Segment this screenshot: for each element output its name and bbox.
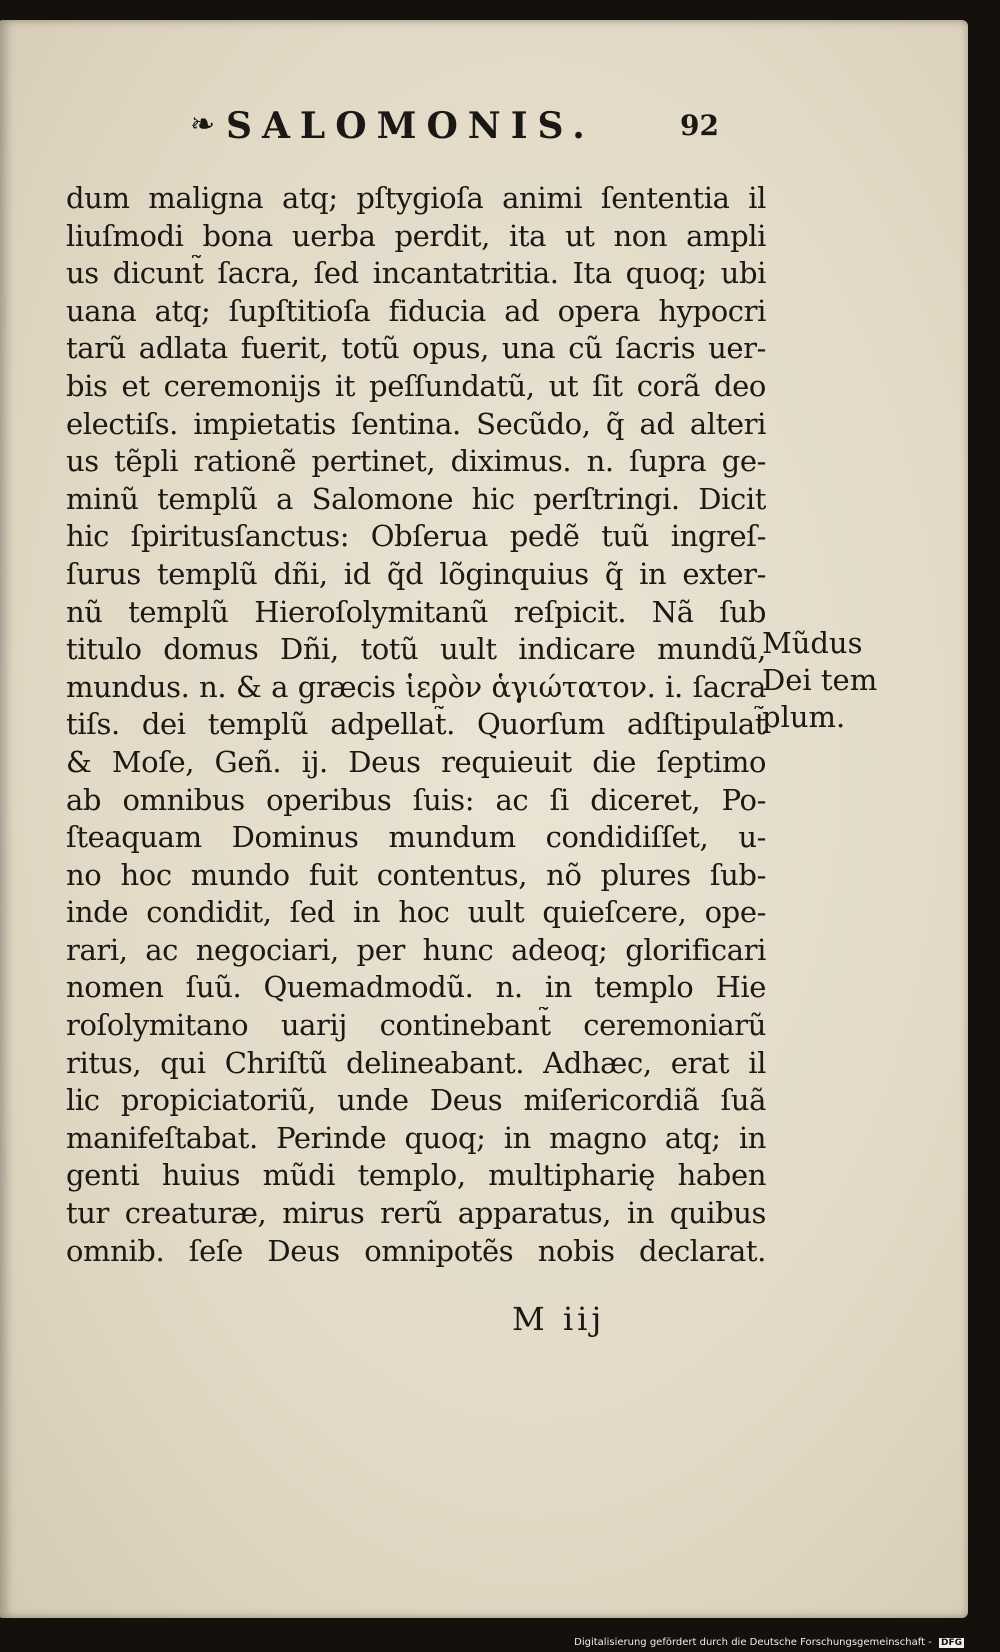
text-line: hic ſpiritusſanctus: Obſerua pedẽ tuũ ingreſ- <box>66 519 766 554</box>
running-title: SALOMONIS. <box>226 105 595 147</box>
marginal-note-line: Dei tem <box>762 663 878 697</box>
text-line: nomen ſuũ. Quemadmodũ. n. in templo Hie <box>66 970 766 1005</box>
book-page <box>0 20 968 1618</box>
text-line: nũ templũ Hieroſolymitanũ reſpicit. Nã ſub <box>66 594 766 629</box>
text-line: minũ templũ a Salomone hic perſtringi. Dicit <box>66 481 766 516</box>
text-line: tur creaturæ, mirus rerũ apparatus, in quibus <box>66 1196 766 1231</box>
marginal-note-line: Mũdus <box>762 626 863 660</box>
text-line: bis et ceremonijs it peſſundatũ, ut ſit corã deo <box>66 368 766 403</box>
text-line: rari, ac negociari, per hunc adeoq; glorificari <box>66 932 766 967</box>
marginal-note <box>762 625 912 736</box>
folio-number: 92 <box>680 109 719 142</box>
text-line: & Moſe, Geñ. ij. Deus requieuit die ſeptimo <box>66 744 766 779</box>
text-line: mundus. n. & a græcis ἱερὸν ἁγιώτατον. i. ſacra <box>66 669 766 704</box>
text-line: dum maligna atq; pſtygioſa animi ſententia il <box>66 181 766 215</box>
text-line: tarũ adlata fuerit, totũ opus, una cũ ſacris uer- <box>66 331 766 366</box>
text-line: no hoc mundo fuit contentus, nõ plures ſub- <box>66 857 766 892</box>
main-text-block <box>66 180 766 1270</box>
running-head <box>190 105 750 155</box>
text-line: ritus, qui Chriſtũ delineabant. Adhæc, erat il <box>66 1045 766 1080</box>
credit-text: Digitalisierung gefördert durch die Deutsche Forschungsgemeinschaft - <box>574 1637 932 1648</box>
text-line: roſolymitano uarij continebant̃ ceremoniarũ <box>66 1008 766 1043</box>
text-line: us tẽpli rationẽ pertinet, diximus. n. ſupra ge- <box>66 444 766 479</box>
marginal-note-line: plum. <box>762 700 846 734</box>
text-line: uana atq; ſupſtitioſa fiducia ad opera hypocri <box>66 293 766 328</box>
text-line: ab omnibus operibus ſuis: ac ſi diceret, Po- <box>66 782 766 817</box>
dfg-logo: DFG <box>940 1638 962 1648</box>
text-line: manifeſtabat. Perinde quoq; in magno atq; in <box>66 1120 766 1155</box>
text-line: genti huius mũdi templo, multipharię haben <box>66 1158 766 1193</box>
text-line: liuſmodi bona uerba perdit, ita ut non ampli <box>66 218 766 253</box>
signature-mark: M iij <box>512 1300 606 1338</box>
text-line: inde condidit, ſed in hoc uult quieſcere, ope- <box>66 895 766 930</box>
text-line: tiſs. dei templũ adpellat̃. Quorſum adſtipulat̃ <box>66 707 766 742</box>
text-line: titulo domus Dñi, totũ uult indicare mundũ, <box>66 632 766 667</box>
text-line: ſurus templũ dñi, id q̃d lõginquius q̃ in exter- <box>66 556 766 591</box>
text-line: ſteaquam Dominus mundum condidiſſet, u- <box>66 820 766 855</box>
text-line: lic propiciatoriũ, unde Deus miſericordiã ſuã <box>66 1083 766 1118</box>
fleuron-ornament: ❧ <box>190 107 216 142</box>
text-line: electiſs. impietatis ſentina. Secũdo, q̃ ad alteri <box>66 406 766 441</box>
digitization-credit <box>574 1637 964 1648</box>
text-line: omnib. ſeſe Deus omnipotẽs nobis declarat. <box>66 1233 766 1268</box>
text-line: us dicunt̃ ſacra, ſed incantatritia. Ita quoq; ubi <box>66 256 766 291</box>
